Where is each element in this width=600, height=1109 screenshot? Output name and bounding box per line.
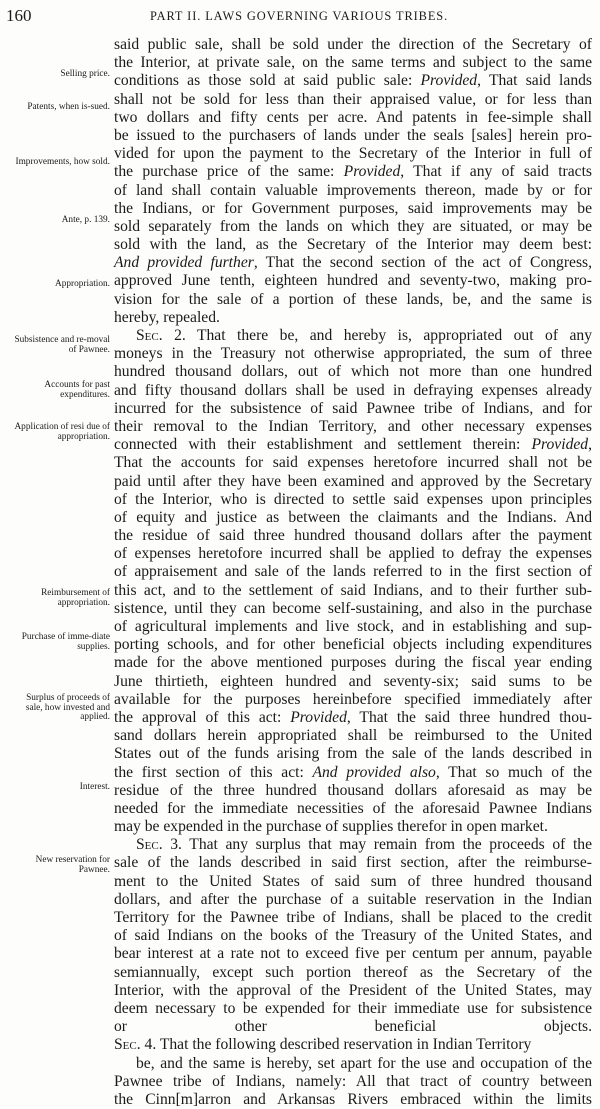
margin-note: Interest.	[79, 782, 110, 792]
body-text	[114, 36, 592, 1109]
text-line: shall not be sold for less than their appraised value, or for less than	[114, 90, 592, 108]
text-line: That the accounts for said expenses heretofore incurred shall not be	[114, 454, 592, 472]
text-line: paid until after they have been examined and approved by the Secretary	[114, 472, 592, 490]
text-line: the Interior, at private sale, on the same terms and subject to the same	[114, 54, 592, 72]
text-line: Pawnee tribe of Indians, namely: All that tract of country between	[114, 1072, 592, 1090]
page-number: 160	[6, 6, 32, 25]
text-line: the Indians, or for Government purposes, said improvements may be	[114, 199, 592, 217]
text-line: the Cinn[m]arron and Arkansas Rivers embraced within the limits	[114, 1090, 592, 1108]
text-line: the first section of this act: And provided also, That so much of the	[114, 763, 592, 781]
text-line: the approval of this act: Provided, That the said three hundred thou-	[114, 708, 592, 726]
text-line: Interior, with the approval of the President of the United States, may	[114, 981, 592, 999]
margin-note: Subsistence and re-moval of Pawnee.	[14, 335, 110, 355]
text-line: dollars, and after the purchase of a suitable reservation in the Indian	[114, 890, 592, 908]
margin-note: New reservation for Pawnee.	[35, 855, 110, 875]
text-line: and fifty thousand dollars shall be used in defraying expenses already	[114, 381, 592, 399]
text-line: needed for the immediate necessities of the aforesaid Pawnee Indians	[114, 799, 592, 817]
text-line: And provided further, That the second section of the act of Congress,	[114, 254, 592, 272]
text-line: of said Indians on the books of the Treasury of the United States, and	[114, 927, 592, 945]
margin-note: Patents, when is-sued.	[27, 102, 110, 112]
text-line: approved June tenth, eighteen hundred and seventy-two, making pro-	[114, 272, 592, 290]
text-line: be, and the same is hereby, set apart for the use and occupation of the	[136, 1054, 592, 1072]
text-line: said public sale, shall be sold under the direction of the Secretary of	[114, 36, 592, 53]
text-line: sold with the land, as the Secretary of the Interior may deem best:	[114, 236, 592, 254]
text-line: Territory for the Pawnee tribe of Indians, shall be placed to the credit	[114, 909, 592, 926]
margin-note: Surplus of proceeds of sale, how invested and applied.	[25, 693, 110, 722]
margin-note: Application of resi due of appropriation.	[14, 422, 110, 442]
text-line: available for the purposes hereinbefore specified immediately after	[114, 690, 592, 708]
text-line: the residue of said three hundred thousand dollars after the payment	[114, 527, 592, 545]
text-line: Sec. 2. That there be, and hereby is, appropriated out of any	[136, 327, 592, 344]
text-line: of expenses heretofore incurred shall be applied to defray the expenses	[114, 545, 592, 563]
margin-note: Accounts for past expenditures.	[44, 380, 110, 400]
text-line: be issued to the purchasers of lands under the seals [sales] herein pro-	[114, 126, 592, 144]
text-line: sale of the lands described in said first section, after the reimburse-	[114, 854, 592, 872]
text-line: residue of the three hundred thousand dollars aforesaid as may be	[114, 781, 592, 799]
text-line: of agricultural implements and live stock, and in establishing and sup-	[114, 618, 592, 635]
margin-note: Selling price.	[60, 69, 110, 79]
text-line: deem necessary to be expended for their immediate use for subsistence	[114, 999, 592, 1017]
text-line: may be expended in the purchase of supplies therefor in open market.	[114, 818, 548, 836]
text-line: of equity and justice as between the claimants and the Indians. And	[114, 508, 592, 526]
text-line: bear interest at a rate not to exceed five per centum per annum, payable	[114, 945, 592, 963]
text-line: semiannually, except such portion thereof as the Secretary of the	[114, 963, 592, 981]
text-line: of the Interior, who is directed to settle said expenses upon principles	[114, 490, 592, 508]
text-line: two dollars and fifty cents per acre. And patents in fee-simple shall	[114, 108, 592, 126]
text-line: incurred for the subsistence of said Pawnee tribe of Indians, and for	[114, 399, 592, 417]
margin-note: Reimbursement of appropriation.	[41, 588, 110, 608]
margin-note: Appropriation.	[55, 279, 110, 289]
margin-note: Ante, p. 139.	[61, 215, 110, 225]
text-line: or other beneficial objects.	[114, 1018, 592, 1036]
text-line: the purchase price of the same: Provided, That if any of said tracts	[114, 163, 592, 181]
margin-note: Improvements, how sold.	[15, 157, 110, 167]
text-line: moneys in the Treasury not otherwise appropriated, the sum of three	[114, 345, 592, 363]
text-line: sistence, until they can become self-sustaining, and also in the purchase	[114, 599, 592, 617]
margin-notes	[0, 0, 110, 923]
text-line: connected with their establishment and settlement therein: Provided,	[114, 436, 592, 454]
text-line: June thirtieth, eighteen hundred and seventy-six; said sums to be	[114, 672, 592, 690]
text-line: Sec. 4. That the following described reservation in Indian Territory	[114, 1036, 532, 1054]
text-line: of appraisement and sale of the lands referred to in the first section of	[114, 563, 592, 581]
text-line: vided for upon the payment to the Secretary of the Interior in full of	[114, 145, 592, 163]
text-line: made for the above mentioned purposes during the fiscal year ending	[114, 654, 592, 672]
running-head: PART II. LAWS GOVERNING VARIOUS TRIBES.	[150, 9, 449, 23]
text-line: States out of the funds arising from the sale of the lands described in	[114, 745, 592, 763]
margin-note: Purchase of imme-diate supplies.	[21, 632, 110, 652]
text-line: their removal to the Indian Territory, and other necessary expenses	[114, 417, 592, 435]
text-line: hundred thousand dollars, out of which not more than one hundred	[114, 363, 592, 381]
text-line: Sec. 3. That any surplus that may remain from the proceeds of the	[136, 836, 592, 854]
text-line: porting schools, and for other beneficial objects including expenditures	[114, 636, 592, 654]
text-line: vision for the sale of a portion of these lands, be, and the same is	[114, 290, 592, 308]
text-line: of land shall contain valuable improvements thereon, made by or for	[114, 181, 592, 199]
text-line: this act, and to the settlement of said Indians, and to their further sub-	[114, 581, 592, 599]
text-line: sand dollars herein appropriated shall be reimbursed to the United	[114, 727, 592, 745]
text-line: conditions as those sold at said public sale: Provided, That said lands	[114, 72, 592, 90]
text-line: sold separately from the lands on which they are situated, or may be	[114, 217, 592, 235]
text-line: hereby, repealed.	[114, 308, 220, 326]
text-line: ment to the United States of said sum of three hundred thousand	[114, 872, 592, 890]
